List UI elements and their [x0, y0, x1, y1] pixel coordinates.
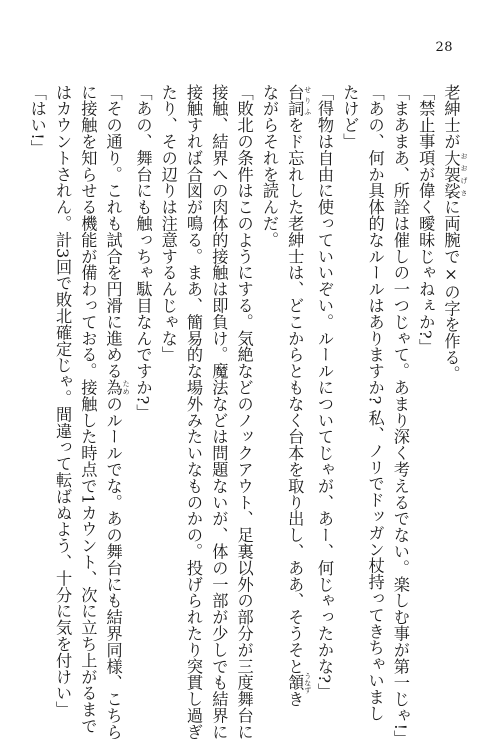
text-line-11: 接触すれば合図が鳴る。まあ、簡易的な場外みたいなものかの。投げられたり突貫し過ぎ — [184, 84, 204, 740]
text-line-13: 「あの、舞台にも触っちゃ駄目なんですか?」 — [133, 84, 153, 421]
page-number: 28 — [435, 40, 453, 55]
text-line-1: 老紳士が大袈裟 おおげさに両腕で×の字を作る。 — [441, 84, 468, 383]
text-line-9: 「敗北の条件はこのようにする。気絶などのノックアウト、足裏以外の部分が三度舞台に — [234, 84, 254, 740]
text-line-5: たけど」 — [340, 84, 360, 150]
text-line-4: 「あの、何か具体的なルールはありますか? 私、ノリでドッガン杖持ってきちゃいまし — [365, 84, 385, 722]
text-line-16: はカウントされん。計3回で敗北確定じゃ。間違って転ばぬよう、十分に気を付けい」 — [53, 84, 73, 718]
text-line-15: に接触を知らせる機能が備わっておる。接触した時点で1カウント、次に立ち上がるまで — [78, 84, 98, 735]
text-line-10: 接触、結界への肉体的接触は即負け。魔法などは問題ないが、体の一部が少しでも結界に — [209, 84, 229, 740]
text-line-7: 台詞 せりふをド忘れした老紳士は、どこからともなく台本を取り出し、ああ、そうそと頷 うなずき — [285, 84, 312, 708]
text-line-3: 「まあまあ、所詮は催しの一つじゃて。あまり深く考えるでない。楽しむ事が第一じゃ!」 — [390, 84, 410, 747]
text-line-14: 「その通り。これも試合を円滑に進める為 ためのルールでな。あの舞台にも結界同様、こちら — [103, 84, 131, 741]
text-line-12: たり、その辺りは注意するんじゃな」 — [158, 84, 178, 363]
text-line-8: ながらそれを読んだ。 — [259, 84, 279, 248]
text-line-6: 「得物は自由に使っていいぞい。ルールについてじゃが、あー、何じゃったかな?」 — [315, 84, 335, 700]
vertical-text-body — [24, 84, 468, 747]
text-line-2: 「禁止事項が偉く曖昧じゃねぇか?」 — [416, 84, 436, 356]
text-line-17: 「はい!」 — [27, 84, 47, 157]
